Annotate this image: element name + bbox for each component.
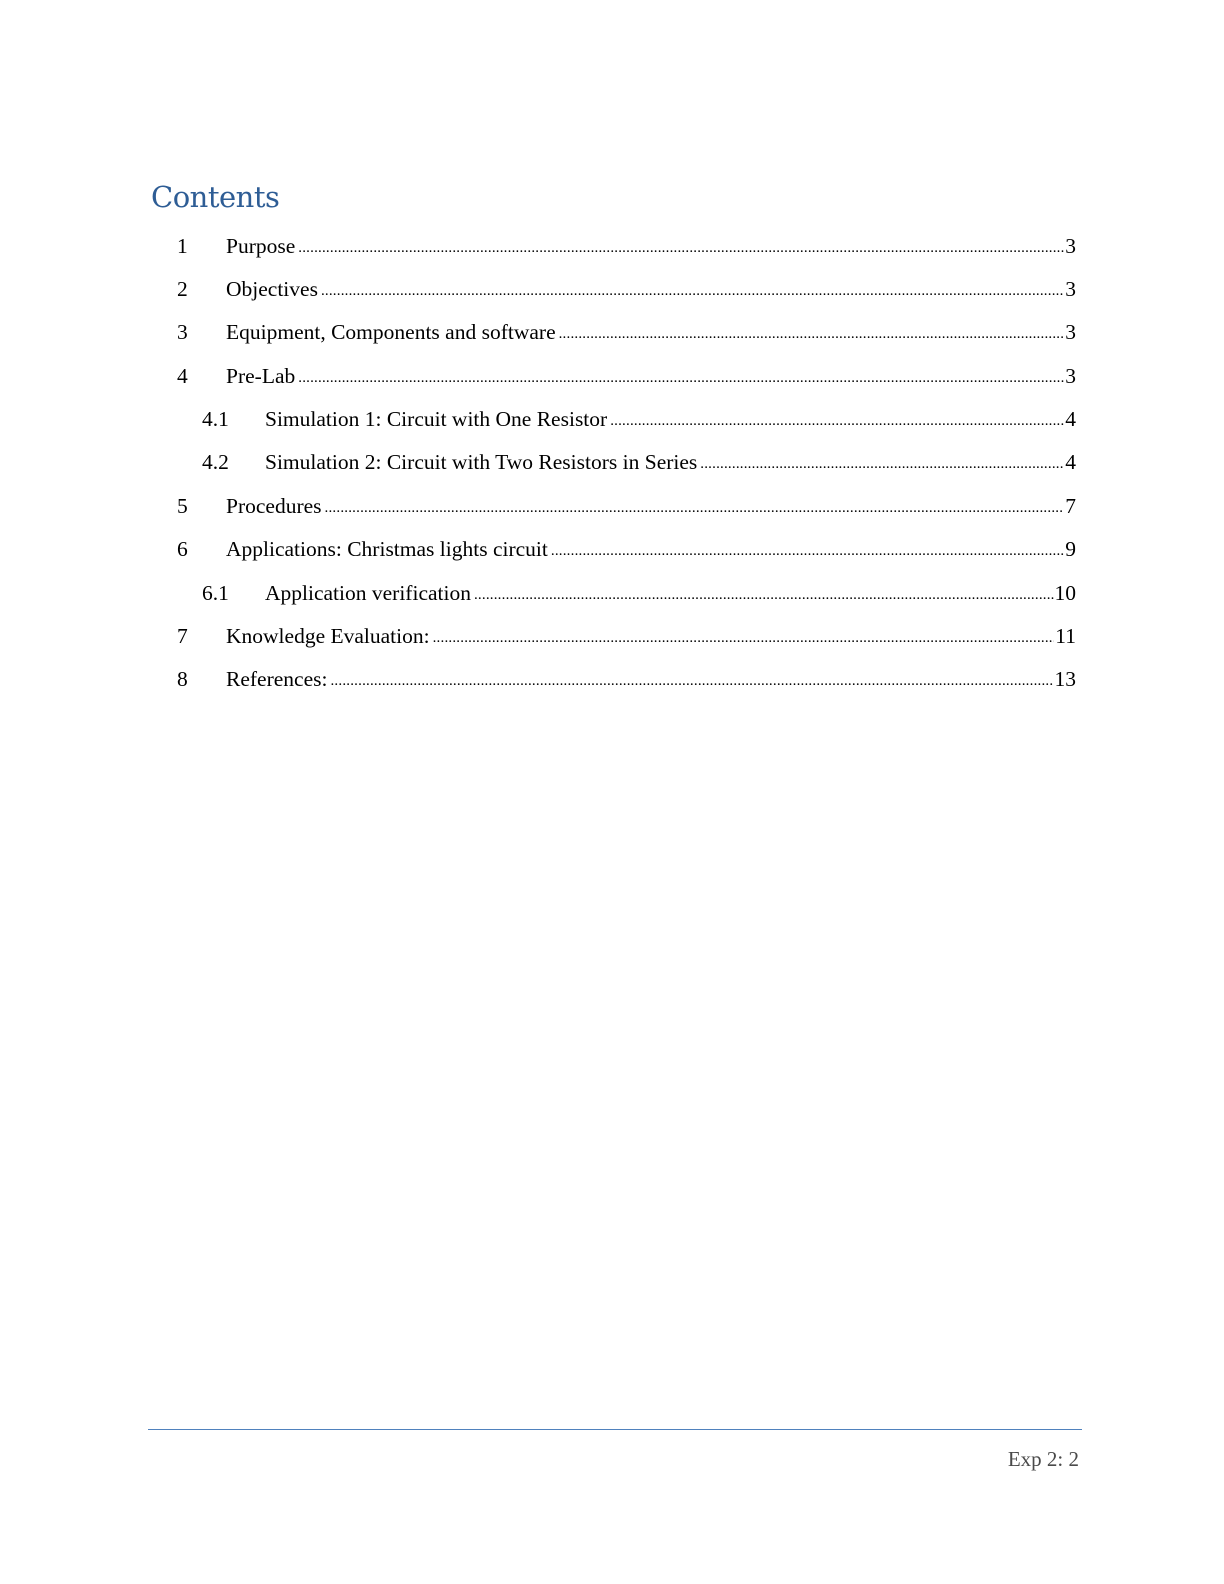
toc-entry-number: 4.1 xyxy=(202,407,229,431)
toc-entry-number: 4.2 xyxy=(202,450,229,474)
toc-entry-page: 3 xyxy=(1065,364,1076,388)
toc-entry-references[interactable] xyxy=(177,664,1076,694)
toc-entry-procedures[interactable] xyxy=(177,491,1076,521)
toc-entry-page: 11 xyxy=(1055,624,1076,648)
toc-entry-title: Procedures xyxy=(226,494,322,518)
page-title: Contents xyxy=(151,180,280,214)
toc-entry-objectives[interactable] xyxy=(177,274,1076,304)
toc-entry-applications[interactable] xyxy=(177,534,1076,564)
toc-dot-leader xyxy=(551,536,1064,566)
toc-dot-leader xyxy=(321,276,1064,306)
toc-entry-number: 2 xyxy=(177,277,188,301)
toc-entry-application-verification[interactable] xyxy=(202,578,1076,608)
toc-entry-title: Purpose xyxy=(226,234,296,258)
toc-dot-leader xyxy=(325,493,1065,523)
toc-entry-purpose[interactable] xyxy=(177,231,1076,261)
toc-entry-number: 1 xyxy=(177,234,188,258)
toc-dot-leader xyxy=(559,319,1065,349)
toc-dot-leader xyxy=(298,233,1064,263)
toc-entry-equipment[interactable] xyxy=(177,317,1076,347)
toc-entry-page: 3 xyxy=(1065,320,1076,344)
toc-dot-leader xyxy=(610,406,1064,436)
toc-entry-knowledge-evaluation[interactable] xyxy=(177,621,1076,651)
footer-divider xyxy=(148,1429,1082,1430)
toc-entry-title: Objectives xyxy=(226,277,318,301)
toc-entry-simulation-2[interactable] xyxy=(202,447,1076,477)
toc-dot-leader xyxy=(298,363,1064,393)
toc-dot-leader xyxy=(474,580,1054,610)
toc-entry-number: 5 xyxy=(177,494,188,518)
footer-page-number: Exp 2: 2 xyxy=(1007,1447,1079,1471)
toc-entry-page: 3 xyxy=(1065,277,1076,301)
toc-entry-number: 6.1 xyxy=(202,581,229,605)
toc-entry-page: 9 xyxy=(1065,537,1076,561)
toc-entry-number: 8 xyxy=(177,667,188,691)
toc-entry-page: 4 xyxy=(1065,407,1076,431)
toc-entry-page: 7 xyxy=(1065,494,1076,518)
toc-entry-page: 4 xyxy=(1065,450,1076,474)
toc-entry-title: Simulation 2: Circuit with Two Resistors in Series xyxy=(265,450,698,474)
toc-entry-number: 7 xyxy=(177,624,188,648)
toc-entry-simulation-1[interactable] xyxy=(202,404,1076,434)
toc-entry-number: 6 xyxy=(177,537,188,561)
toc-dot-leader xyxy=(700,449,1064,479)
toc-entry-title: References: xyxy=(226,667,328,691)
toc-entry-title: Equipment, Components and software xyxy=(226,320,556,344)
toc-entry-title: Applications: Christmas lights circuit xyxy=(226,537,548,561)
toc-entry-pre-lab[interactable] xyxy=(177,361,1076,391)
toc-entry-title: Pre-Lab xyxy=(226,364,296,388)
toc-entry-title: Knowledge Evaluation: xyxy=(226,624,430,648)
toc-entry-number: 4 xyxy=(177,364,188,388)
toc-entry-page: 10 xyxy=(1054,581,1076,605)
toc-dot-leader xyxy=(433,623,1055,653)
toc-entry-title: Simulation 1: Circuit with One Resistor xyxy=(265,407,608,431)
toc-dot-leader xyxy=(330,666,1053,696)
toc-entry-page: 13 xyxy=(1054,667,1076,691)
toc-entry-page: 3 xyxy=(1065,234,1076,258)
toc-entry-title: Application verification xyxy=(265,581,471,605)
toc-entry-number: 3 xyxy=(177,320,188,344)
